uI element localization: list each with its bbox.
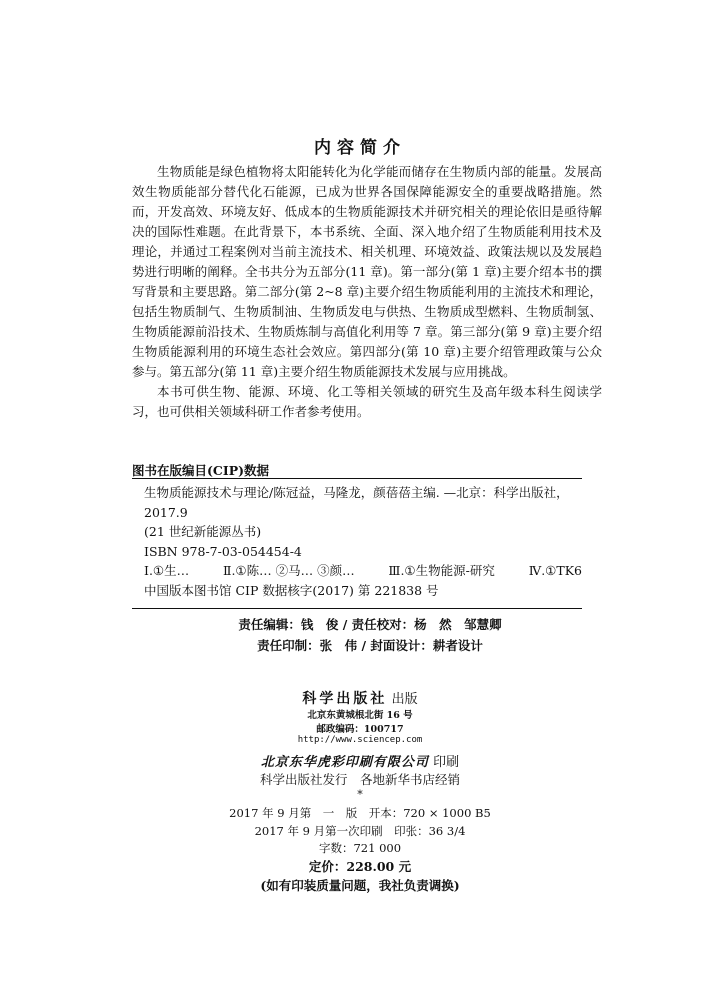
cip-class-item: Ⅲ.①生物能源-研究: [388, 563, 495, 578]
cip-label: 图书在版编目(CIP)数据: [132, 463, 270, 478]
printing-line: 2017 年 9 月第一次印刷 印张：36 3/4: [254, 824, 466, 838]
cip-bottom-rule: [132, 608, 582, 609]
cip-class-item: Ⅰ.①生…: [144, 563, 190, 578]
cip-class-item: Ⅳ.①TK6: [528, 563, 582, 578]
summary-body: [132, 162, 602, 422]
printer-line: [0, 751, 720, 770]
summary-paragraph: 本书可供生物、能源、环境、化工等相关领域的研究生及高年级本科生阅读学习，也可供相关领域科研工作者参考使用。: [132, 384, 602, 419]
edition-line: 2017 年 9 月第 一 版 开本：720 × 1000 B5: [229, 806, 491, 820]
cip-number: 中国版本图书馆 CIP 数据核字(2017) 第 221838 号: [144, 582, 439, 598]
cip-block: [132, 483, 582, 600]
separator-star: *: [357, 788, 363, 801]
distribution-line: 科学出版社发行 各地新华书店经销: [259, 772, 460, 787]
cip-series: (21 世纪新能源丛书): [144, 524, 262, 539]
publisher-line: [0, 688, 720, 708]
publisher-address: 北京东黄城根北街 16 号: [307, 710, 413, 721]
publisher-website: http://www.sciencep.com: [297, 735, 423, 745]
publisher-name: 科学出版社: [302, 691, 388, 707]
printer-name: 北京东华虎彩印刷有限公司: [260, 755, 429, 770]
cip-top-rule: [132, 478, 582, 479]
word-count: 字数：721 000: [318, 841, 402, 855]
cip-class-item: Ⅱ.①陈… ②马… ③颜…: [222, 563, 355, 578]
price: 定价：228.00 元: [308, 859, 412, 874]
cip-isbn: ISBN 978-7-03-054454-4: [144, 543, 302, 559]
quality-note: (如有印装质量问题，我社负责调换): [260, 878, 460, 893]
summary-title: 内容简介: [314, 138, 406, 158]
postal-code: 邮政编码：100717: [316, 724, 404, 735]
production-credits: 责任印制：张 伟 / 封面设计：耕者设计: [257, 638, 483, 653]
cip-title-line: 生物质能源技术与理论/陈冠益，马隆龙，颜蓓蓓主编. —北京：科学出版社，2017.9: [144, 485, 569, 520]
editor-credits: 责任编辑：钱 俊 / 责任校对：杨 然 邹慧卿: [238, 617, 502, 632]
printer-suffix: 印刷: [433, 755, 460, 770]
cip-classification: [132, 561, 582, 581]
summary-paragraph: 生物质能是绿色植物将太阳能转化为化学能而储存在生物质内部的能量。发展高效生物质能部分替代化石能源，已成为世界各国保障能源安全的重要战略措施。然而，开发高效、环境友好、低成本的生物质能源技术并研究相关的理论依旧是亟待解决的国际性难题。在此背景下，本书系统、全面、深入地介绍了生物质能利用技术及理论，并通过工程案例对当前主流技术、相关机理、环境效益、政策法规以及发展趋势进行明晰的阐释。全书共分为五部分(11 章)。第一部分(第 1 章)主要介绍本书的撰写背景和主要思路。第二部分(第 2~8 章)主要介绍生物质能利用的主流技术和理论，包括生物质制气、生物质制油、生物质发电与供热、生物质成型燃料、生物质制氢、生物质能源前沿技术、生物质炼制与高值化利用等 7 章。第三部分(第 9 章)主要介绍生物质能源利用的环境生态社会效应。第四部分(第 10 章)主要介绍管理政策与公众参与。第五部分(第 11 章)主要介绍生物质能源技术发展与应用挑战。: [132, 164, 602, 379]
publisher-suffix: 出版: [391, 692, 418, 707]
